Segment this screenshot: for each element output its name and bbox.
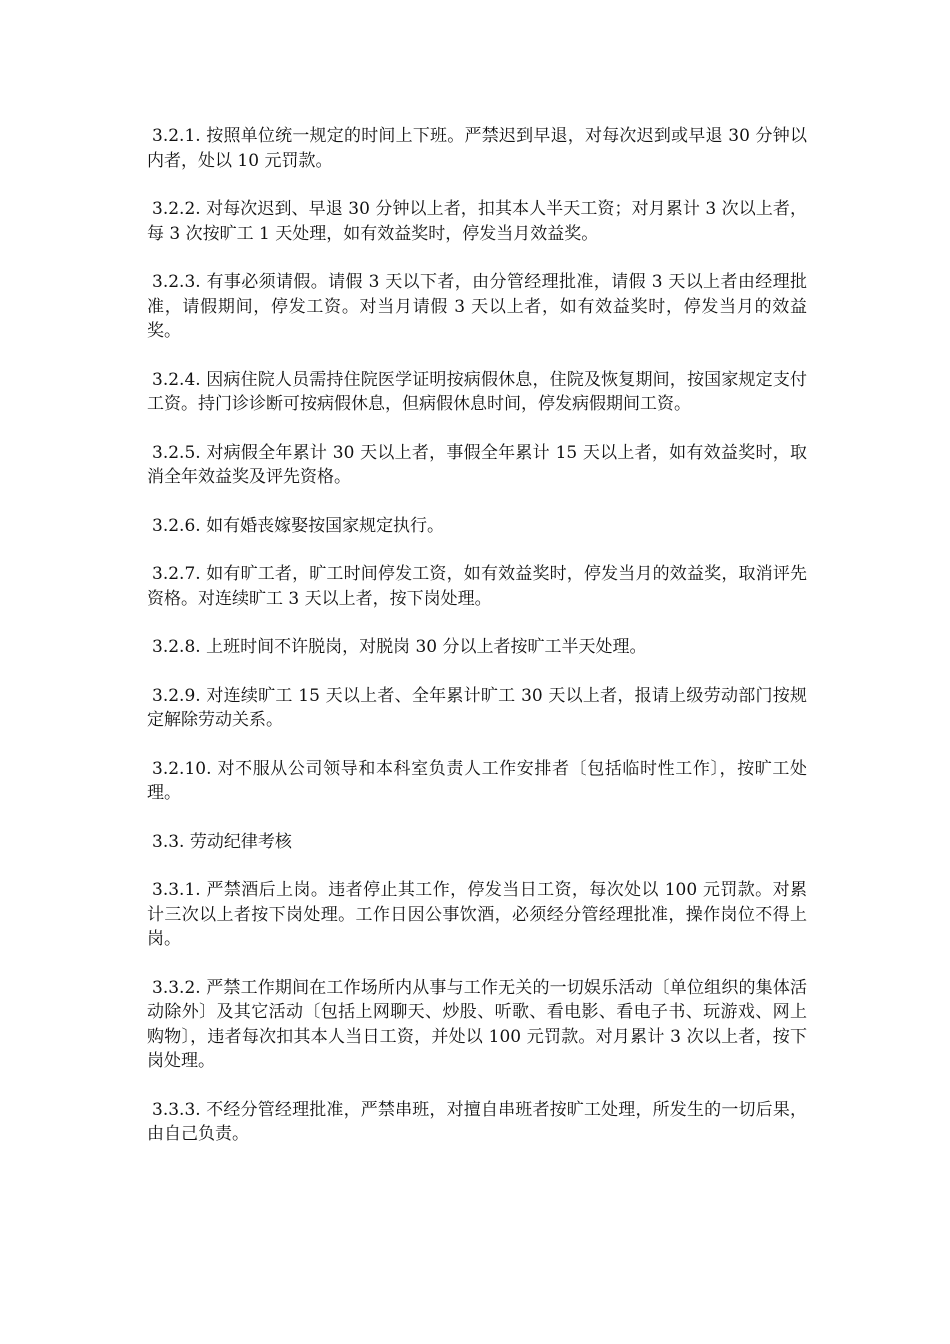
clause-3-3-1: 3.3.1. 严禁酒后上岗。违者停止其工作，停发当日工资，每次处以 100 元罚款。对累计三次以上者按下岗处理。工作日因公事饮酒，必须经分管经理批准，操作岗位不得上岗。 xyxy=(147,880,807,949)
document-body xyxy=(147,124,807,1171)
section-heading-3-3: 3.3. 劳动纪律考核 xyxy=(152,831,292,852)
clause-3-2-3: 3.2.3. 有事必须请假。请假 3 天以下者，由分管经理批准，请假 3 天以上者由经理批准，请假期间，停发工资。对当月请假 3 天以上者，如有效益奖时，停发当月的效益奖。 xyxy=(147,272,807,341)
clause-3-2-10: 3.2.10. 对不服从公司领导和本科室负责人工作安排者〔包括临时性工作〕，按旷工处理。 xyxy=(147,758,807,803)
clause-3-2-6: 3.2.6. 如有婚丧嫁娶按国家规定执行。 xyxy=(152,515,445,536)
clause-3-3-3: 3.3.3. 不经分管经理批准，严禁串班，对擅自串班者按旷工处理，所发生的一切后果，由自己负责。 xyxy=(147,1099,807,1144)
clause-3-2-1: 3.2.1. 按照单位统一规定的时间上下班。严禁迟到早退，对每次迟到或早退 30 分钟以内者，处以 10 元罚款。 xyxy=(147,126,807,171)
clause-3-2-4: 3.2.4. 因病住院人员需持住院医学证明按病假休息，住院及恢复期间，按国家规定支付工资。持门诊诊断可按病假休息，但病假休息时间，停发病假期间工资。 xyxy=(147,369,807,414)
clause-3-2-2: 3.2.2. 对每次迟到、早退 30 分钟以上者，扣其本人半天工资；对月累计 3 次以上者，每 3 次按旷工 1 天处理，如有效益奖时，停发当月效益奖。 xyxy=(147,199,807,244)
clause-3-2-8: 3.2.8. 上班时间不许脱岗，对脱岗 30 分以上者按旷工半天处理。 xyxy=(152,637,647,657)
clause-3-2-7: 3.2.7. 如有旷工者，旷工时间停发工资，如有效益奖时，停发当月的效益奖，取消评先资格。对连续旷工 3 天以上者，按下岗处理。 xyxy=(147,564,807,609)
clause-3-2-5: 3.2.5. 对病假全年累计 30 天以上者，事假全年累计 15 天以上者，如有效益奖时，取消全年效益奖及评先资格。 xyxy=(147,442,807,487)
clause-3-2-9: 3.2.9. 对连续旷工 15 天以上者、全年累计旷工 30 天以上者，报请上级劳动部门按规定解除劳动关系。 xyxy=(147,685,807,730)
clause-3-3-2: 3.3.2. 严禁工作期间在工作场所内从事与工作无关的一切娱乐活动〔单位组织的集体活动除外〕及其它活动〔包括上网聊天、炒股、听歌、看电影、看电子书、玩游戏、网上购物〕，违者每次扣其本人当日工资，并处以 100 元罚款。对月累计 3 次以上者，按下岗处理。 xyxy=(147,977,807,1071)
